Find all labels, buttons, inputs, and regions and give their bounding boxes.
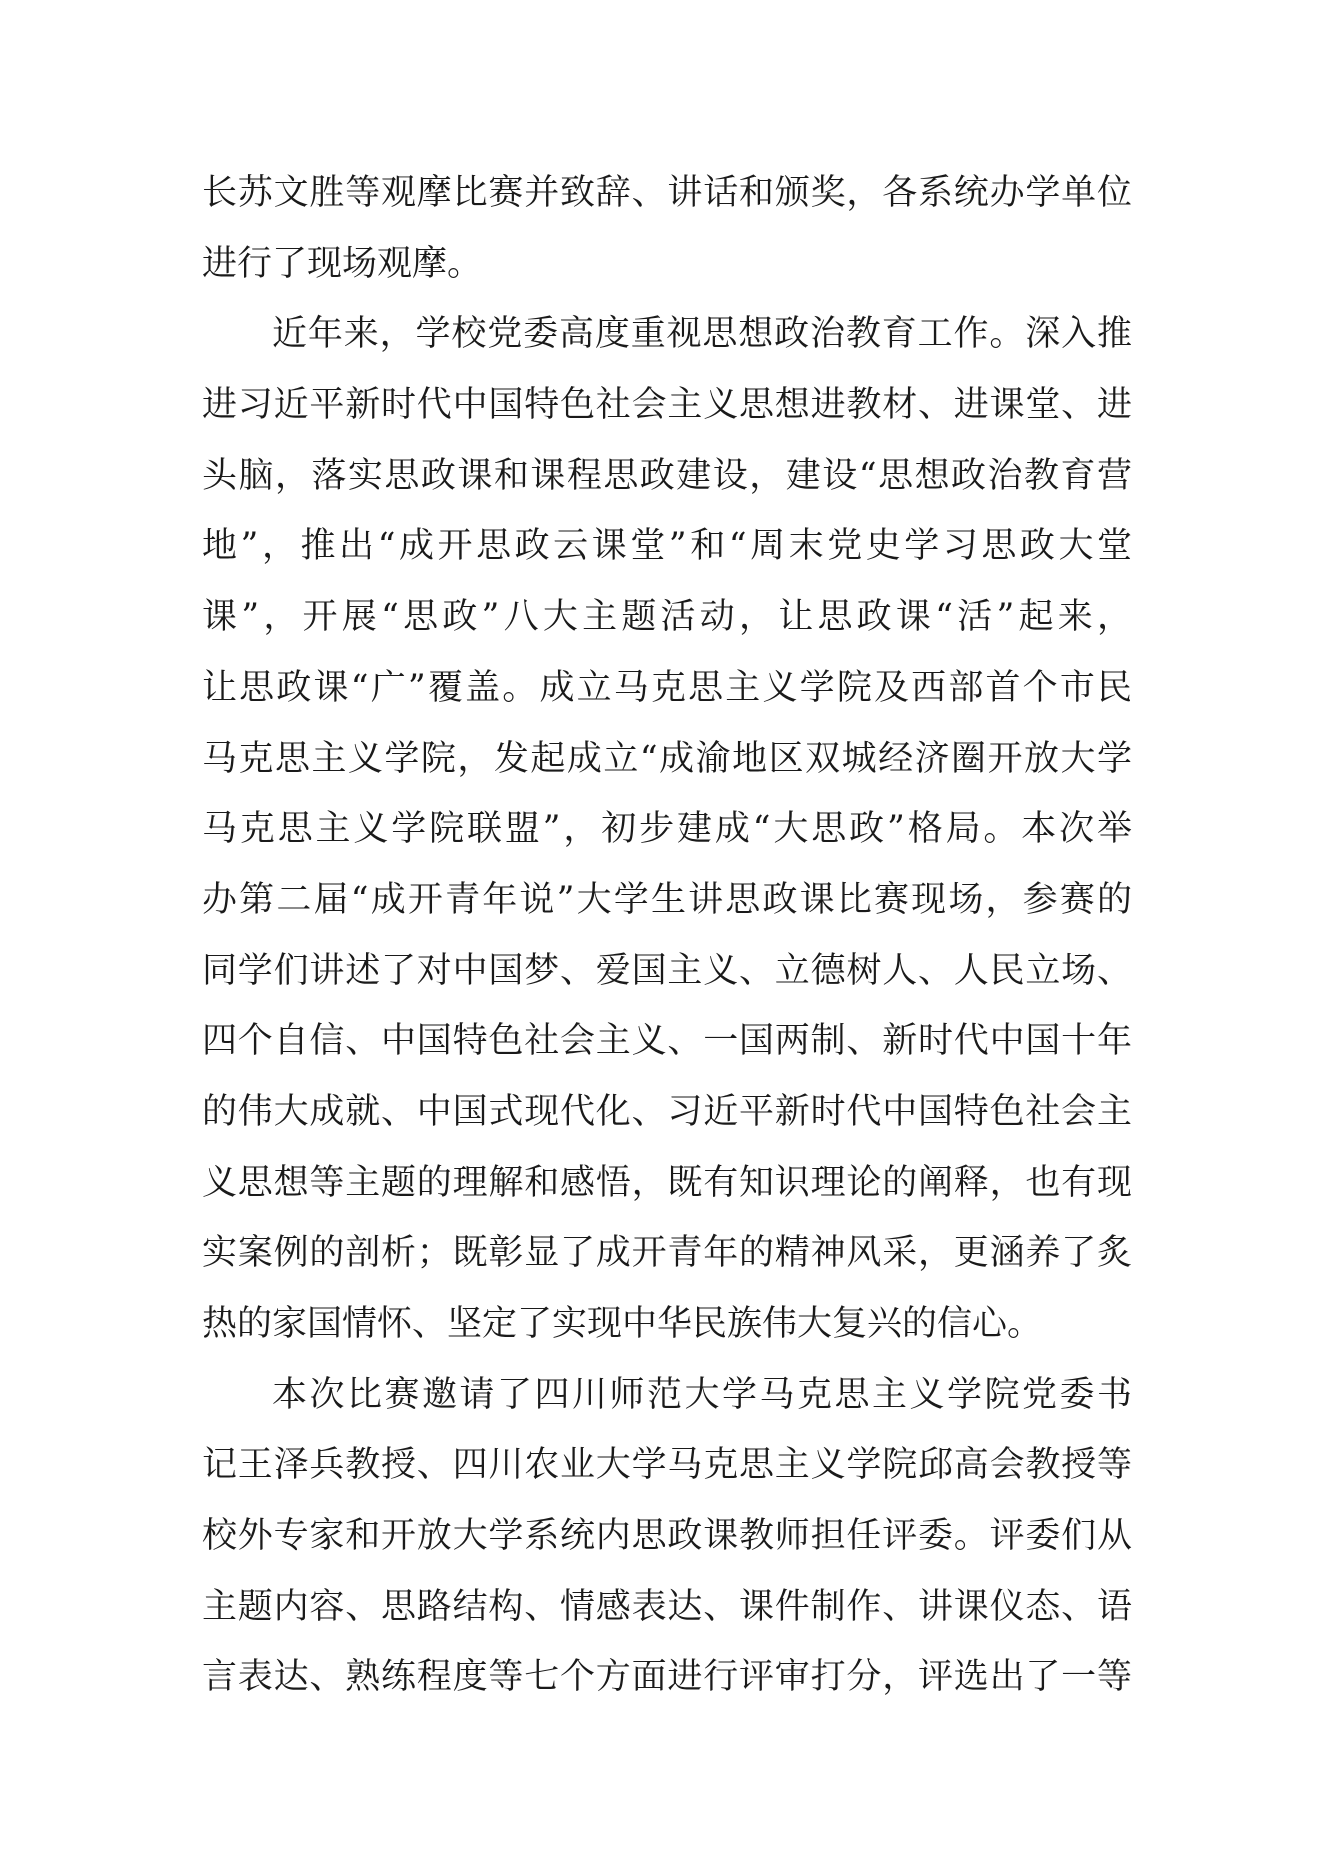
text-line: 四个自信、中国特色社会主义、一国两制、新时代中国十年	[202, 1021, 1132, 1062]
text-line: 进习近平新时代中国特色社会主义思想进教材、进课堂、进	[202, 385, 1132, 426]
text-line: 同学们讲述了对中国梦、爱国主义、立德树人、人民立场、	[202, 950, 1132, 991]
text-line: 地”，推出“成开思政云课堂”和“周末党史学习思政大堂	[202, 526, 1132, 567]
text-line: 办第二届“成开青年说”大学生讲思政课比赛现场，参赛的	[202, 879, 1132, 920]
body-text	[202, 158, 1132, 1713]
text-line: 义思想等主题的理解和感悟，既有知识理论的阐释，也有现	[202, 1162, 1132, 1203]
text-line: 热的家国情怀、坚定了实现中华民族伟大复兴的信心。	[202, 1304, 1043, 1344]
text-line: 进行了现场观摩。	[202, 243, 483, 284]
text-line: 主题内容、思路结构、情感表达、课件制作、讲课仪态、语	[202, 1586, 1132, 1627]
text-line: 的伟大成就、中国式现代化、习近平新时代中国特色社会主	[202, 1091, 1132, 1132]
text-line: 近年来，学校党委高度重视思想政治教育工作。深入推	[272, 314, 1132, 355]
text-line: 马克思主义学院联盟”，初步建成“大思政”格局。本次举	[202, 809, 1132, 850]
text-line: 课”，开展“思政”八大主题活动，让思政课“活”起来，	[202, 597, 1132, 638]
text-line: 头脑，落实思政课和课程思政建设，建设“思想政治教育营	[202, 455, 1132, 496]
text-line: 长苏文胜等观摩比赛并致辞、讲话和颁奖，各系统办学单位	[202, 173, 1132, 213]
text-line: 记王泽兵教授、四川农业大学马克思主义学院邱高会教授等	[202, 1445, 1132, 1486]
text-line: 马克思主义学院，发起成立“成渝地区双城经济圈开放大学	[202, 738, 1132, 779]
text-line: 校外专家和开放大学系统内思政课教师担任评委。评委们从	[202, 1516, 1132, 1557]
text-line: 实案例的剖析；既彰显了成开青年的精神风采，更涵养了炙	[202, 1233, 1132, 1274]
text-line: 让思政课“广”覆盖。成立马克思主义学院及西部首个市民	[202, 667, 1132, 708]
text-line: 本次比赛邀请了四川师范大学马克思主义学院党委书	[272, 1374, 1132, 1415]
text-line: 言表达、熟练程度等七个方面进行评审打分，评选出了一等	[202, 1657, 1132, 1698]
